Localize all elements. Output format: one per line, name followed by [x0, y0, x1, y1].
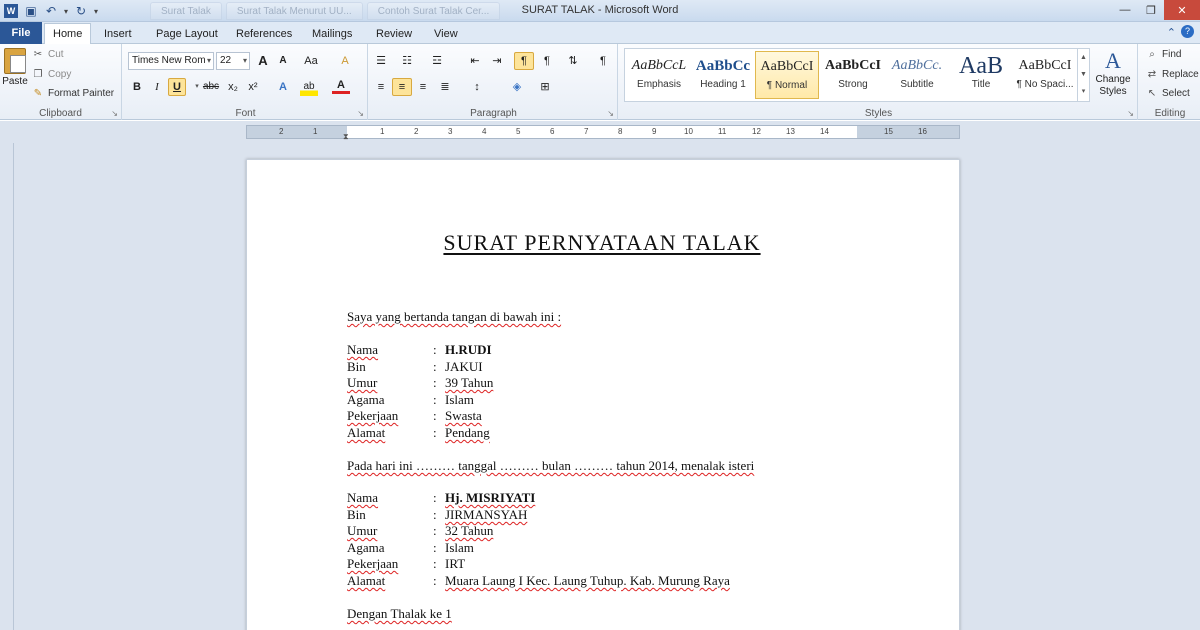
style-no-spacing[interactable] — [1013, 51, 1077, 99]
pointer-icon: ↖ — [1147, 87, 1157, 99]
close-icon[interactable]: ✕ — [1164, 0, 1200, 20]
tab-review[interactable]: Review — [376, 28, 413, 40]
bullets-button[interactable]: ☰ — [376, 55, 386, 67]
chevron-up-icon[interactable]: ▲ — [1080, 54, 1087, 61]
field-label: Bin — [347, 507, 366, 522]
increase-indent-icon[interactable]: ⇥ — [492, 55, 502, 67]
style-heading-1[interactable] — [691, 51, 755, 99]
underline-button[interactable]: U — [168, 78, 186, 96]
paste-icon — [4, 48, 26, 74]
maximize-icon[interactable]: ❐ — [1146, 4, 1156, 17]
superscript-button[interactable]: x² — [248, 81, 258, 93]
field-label: Alamat — [347, 425, 386, 440]
paste-button[interactable] — [2, 48, 28, 98]
style-preview: AaBbCc — [695, 58, 751, 74]
style-preview: AaBbCcI — [824, 58, 881, 73]
field-label: Agama — [347, 540, 385, 555]
editing-group-label: Editing — [1154, 108, 1186, 119]
style-name: Title — [971, 79, 991, 90]
field-colon: : — [433, 507, 437, 522]
style-emphasis[interactable] — [627, 51, 691, 99]
field-value: 32 Tahun — [445, 523, 494, 538]
field-label: Nama — [347, 342, 379, 357]
field-value: JIRMANSYAH — [445, 507, 528, 522]
indent-marker-icon[interactable]: ⧗ — [343, 132, 349, 141]
undo-dropdown-icon[interactable]: ▾ — [64, 6, 69, 16]
highlight-button[interactable]: ab — [300, 78, 318, 96]
person2-row — [347, 489, 847, 506]
ruler-number: 4 — [482, 127, 487, 136]
person1-row — [347, 424, 747, 441]
field-colon: : — [433, 540, 437, 555]
underline-dropdown-icon[interactable]: ▾ — [195, 83, 199, 90]
horizontal-ruler[interactable] — [246, 125, 960, 139]
field-value: Swasta — [445, 408, 482, 423]
closing-text: Dengan Thalak ke 1 — [347, 606, 452, 621]
tab-view[interactable]: View — [434, 28, 458, 40]
change-styles-label: Change Styles — [1095, 74, 1131, 97]
clear-formatting-button[interactable]: A — [341, 55, 349, 67]
font-size-select[interactable]: 22 ▾ — [216, 52, 250, 70]
paintbrush-icon: ✎ — [33, 87, 43, 99]
styles-group-label: Styles — [864, 108, 893, 119]
replace-icon: ⇄ — [1147, 68, 1157, 80]
person1-row — [347, 358, 747, 375]
italic-button[interactable]: I — [155, 81, 159, 93]
field-value: Pendang — [445, 425, 490, 440]
field-colon: : — [433, 490, 437, 505]
field-colon: : — [433, 523, 437, 538]
style-subtitle[interactable] — [885, 51, 949, 99]
style-preview: AaB — [959, 53, 1003, 79]
field-label: Pekerjaan — [347, 556, 399, 571]
right-margin-zone — [857, 126, 959, 138]
numbering-button[interactable]: ☷ — [402, 55, 412, 67]
person1-row — [347, 341, 747, 358]
clipboard-launcher-icon[interactable]: ↘ — [111, 109, 118, 118]
paragraph-launcher-icon[interactable]: ↘ — [607, 109, 614, 118]
field-colon: : — [433, 359, 437, 374]
middle-text: Pada hari ini ……… tanggal ……… bulan ……… tahun 2014, menalak isteri — [347, 458, 755, 473]
ruler-number: 2 — [414, 127, 419, 136]
scissors-icon: ✂ — [33, 48, 43, 60]
window-controls — [1112, 0, 1200, 20]
editing-group — [1140, 44, 1200, 120]
decrease-indent-icon[interactable]: ⇤ — [470, 55, 480, 67]
tab-mailings[interactable]: Mailings — [312, 28, 353, 40]
styles-gallery — [624, 48, 1090, 102]
paragraph-group-label: Paragraph — [470, 108, 517, 119]
field-value: JAKUI — [445, 359, 483, 374]
redo-icon[interactable]: ↻ — [75, 4, 87, 18]
field-colon: : — [433, 342, 437, 357]
font-group — [124, 44, 368, 120]
person2-row — [347, 506, 847, 523]
ruler-number: 1 — [313, 127, 318, 136]
ribbon — [0, 44, 1200, 120]
vertical-ruler[interactable] — [0, 143, 14, 630]
styles-launcher-icon[interactable]: ↘ — [1127, 109, 1134, 118]
field-colon: : — [433, 392, 437, 407]
clipboard-group-label: Clipboard — [39, 108, 82, 119]
background-tab[interactable]: Surat Talak — [150, 2, 222, 20]
field-label: Agama — [347, 392, 385, 407]
document-title — [347, 230, 857, 256]
find-button[interactable] — [1146, 48, 1181, 60]
font-color-button[interactable]: A — [332, 78, 350, 94]
field-value: 39 Tahun — [445, 375, 494, 390]
field-colon: : — [433, 408, 437, 423]
bold-button[interactable]: B — [133, 81, 141, 93]
field-label: Pekerjaan — [347, 408, 399, 423]
ruler-number: 10 — [684, 127, 693, 136]
show-formatting-marks-button[interactable]: ¶ — [600, 55, 606, 67]
style-name: Strong — [838, 79, 868, 90]
font-launcher-icon[interactable]: ↘ — [357, 109, 364, 118]
change-styles-button[interactable] — [1092, 48, 1134, 104]
minimize-ribbon-icon[interactable]: ⌃ — [1166, 27, 1176, 39]
person2-row — [347, 572, 847, 589]
middle-line — [347, 457, 754, 474]
ribbon-tab-bar — [0, 22, 1200, 44]
line-spacing-button[interactable]: ↕ — [474, 81, 480, 93]
field-value: H.RUDI — [445, 342, 492, 357]
format-painter-button[interactable] — [32, 87, 114, 99]
minimize-icon[interactable]: — — [1119, 4, 1131, 16]
sort-icon[interactable]: ⇅ — [568, 55, 578, 67]
ruler-number: 16 — [918, 127, 927, 136]
field-colon: : — [433, 573, 437, 588]
text-effects-button[interactable]: A — [279, 81, 287, 93]
ruler-number: 9 — [652, 127, 657, 136]
find-label: Find — [1162, 48, 1182, 60]
style-name: Emphasis — [637, 79, 681, 90]
save-icon[interactable]: ▣ — [25, 4, 37, 18]
style-name: ¶ Normal — [766, 80, 808, 91]
background-tab[interactable]: Contoh Surat Talak Cer... — [367, 2, 501, 20]
tab-references[interactable]: References — [236, 28, 293, 40]
person1-row — [347, 407, 747, 424]
ruler-number: 5 — [516, 127, 521, 136]
field-label: Alamat — [347, 573, 386, 588]
ltr-text-direction-button[interactable]: ¶ — [514, 52, 534, 70]
cut-button[interactable] — [32, 48, 64, 60]
change-styles-icon: A — [1105, 48, 1121, 73]
borders-button[interactable]: ⊞ — [540, 81, 550, 93]
styles-scroll[interactable] — [1077, 49, 1089, 101]
ruler-number: 6 — [550, 127, 555, 136]
multilevel-list-button[interactable]: ☲ — [432, 55, 442, 67]
font-group-label: Font — [235, 108, 256, 119]
style-preview: AaBbCcI — [1018, 58, 1072, 73]
window-title: SURAT TALAK - Microsoft Word — [521, 4, 679, 16]
style-preview: AaBbCc. — [891, 58, 943, 73]
more-icon[interactable]: ▾ — [1081, 88, 1086, 95]
style-normal[interactable] — [755, 51, 819, 99]
ruler-number: 3 — [448, 127, 453, 136]
tab-page-layout[interactable]: Page Layout — [156, 28, 218, 40]
copy-button[interactable] — [32, 68, 71, 80]
document-title-text: SURAT PERNYATAAN TALAK — [443, 230, 761, 255]
ruler-number: 15 — [884, 127, 893, 136]
font-name-value: Times New Rom — [132, 55, 206, 66]
intro-line — [347, 308, 561, 325]
field-label: Umur — [347, 375, 378, 390]
ruler-number: 2 — [279, 127, 284, 136]
left-margin-zone — [247, 126, 347, 138]
cut-label: Cut — [48, 48, 64, 60]
background-tab[interactable]: Surat Talak Menurut UU... — [226, 2, 363, 20]
grow-font-button[interactable]: A — [258, 53, 268, 68]
subscript-button[interactable]: x₂ — [228, 81, 238, 93]
field-value: Islam — [445, 540, 474, 555]
replace-label: Replace — [1162, 68, 1199, 80]
ruler-number: 12 — [752, 127, 761, 136]
field-value: Islam — [445, 392, 474, 407]
align-left-button[interactable]: ≡ — [377, 81, 385, 93]
ruler-number: 8 — [618, 127, 623, 136]
font-size-value: 22 — [220, 55, 232, 66]
document-page[interactable] — [246, 159, 960, 630]
chevron-down-icon[interactable]: ▼ — [1080, 71, 1087, 78]
tab-home[interactable]: Home — [44, 23, 91, 45]
undo-icon[interactable]: ↶ — [45, 4, 57, 18]
intro-text: Saya yang bertanda tangan di bawah ini : — [347, 309, 562, 324]
person2-row — [347, 555, 847, 572]
change-case-button[interactable]: Aa — [304, 55, 318, 67]
justify-button[interactable]: ≣ — [440, 81, 450, 93]
replace-button[interactable] — [1146, 68, 1199, 80]
field-value: Hj. MISRIYATI — [445, 490, 536, 505]
field-colon: : — [433, 375, 437, 390]
style-name: ¶ No Spaci... — [1016, 79, 1074, 90]
tab-file[interactable]: File — [0, 22, 42, 44]
ruler-number: 14 — [820, 127, 829, 136]
paste-label: Paste — [2, 76, 28, 87]
ruler-number: 7 — [584, 127, 589, 136]
align-right-button[interactable]: ≡ — [419, 81, 427, 93]
select-label: Select — [1162, 87, 1190, 99]
shrink-font-button[interactable]: A — [279, 55, 287, 66]
customize-qat-icon[interactable]: ▾ — [94, 6, 99, 16]
align-center-button[interactable]: ≡ — [392, 78, 412, 96]
person1-row — [347, 374, 747, 391]
style-preview: AaBbCcL — [631, 58, 687, 73]
person2-row — [347, 539, 847, 556]
title-bar — [0, 0, 1200, 22]
horizontal-ruler-area — [0, 121, 1200, 143]
ruler-number: 13 — [786, 127, 795, 136]
style-preview: AaBbCcI — [760, 59, 814, 74]
field-label: Bin — [347, 359, 366, 374]
help-icon[interactable]: ? — [1181, 25, 1194, 38]
field-value: IRT — [445, 556, 466, 571]
style-strong[interactable] — [821, 51, 885, 99]
style-title[interactable] — [949, 51, 1013, 99]
strikethrough-button[interactable]: abc — [202, 81, 220, 92]
field-colon: : — [433, 556, 437, 571]
copy-icon: ❐ — [33, 68, 43, 80]
field-value: Muara Laung I Kec. Laung Tuhup. Kab. Murung Raya — [445, 573, 730, 588]
person1-row — [347, 391, 747, 408]
shading-button[interactable]: ◈ — [512, 81, 522, 93]
field-colon: : — [433, 425, 437, 440]
style-name: Subtitle — [900, 79, 934, 90]
field-label: Umur — [347, 523, 378, 538]
style-name: Heading 1 — [700, 79, 746, 90]
paragraph-group — [370, 44, 618, 120]
rtl-text-direction-button[interactable]: ¶ — [544, 55, 550, 67]
copy-label: Copy — [48, 68, 72, 80]
binoculars-icon: ⌕ — [1149, 48, 1155, 60]
field-label: Nama — [347, 490, 379, 505]
ruler-number: 11 — [718, 127, 727, 136]
person2-row — [347, 522, 847, 539]
clipboard-group — [0, 44, 122, 120]
tab-insert[interactable]: Insert — [104, 28, 132, 40]
format-painter-label: Format Painter — [48, 87, 115, 99]
closing-line — [347, 605, 452, 622]
font-name-select[interactable]: Times New Rom ▾ — [128, 52, 214, 70]
select-button[interactable] — [1146, 87, 1190, 99]
ruler-number: 1 — [380, 127, 385, 136]
word-icon[interactable]: W — [4, 4, 18, 18]
